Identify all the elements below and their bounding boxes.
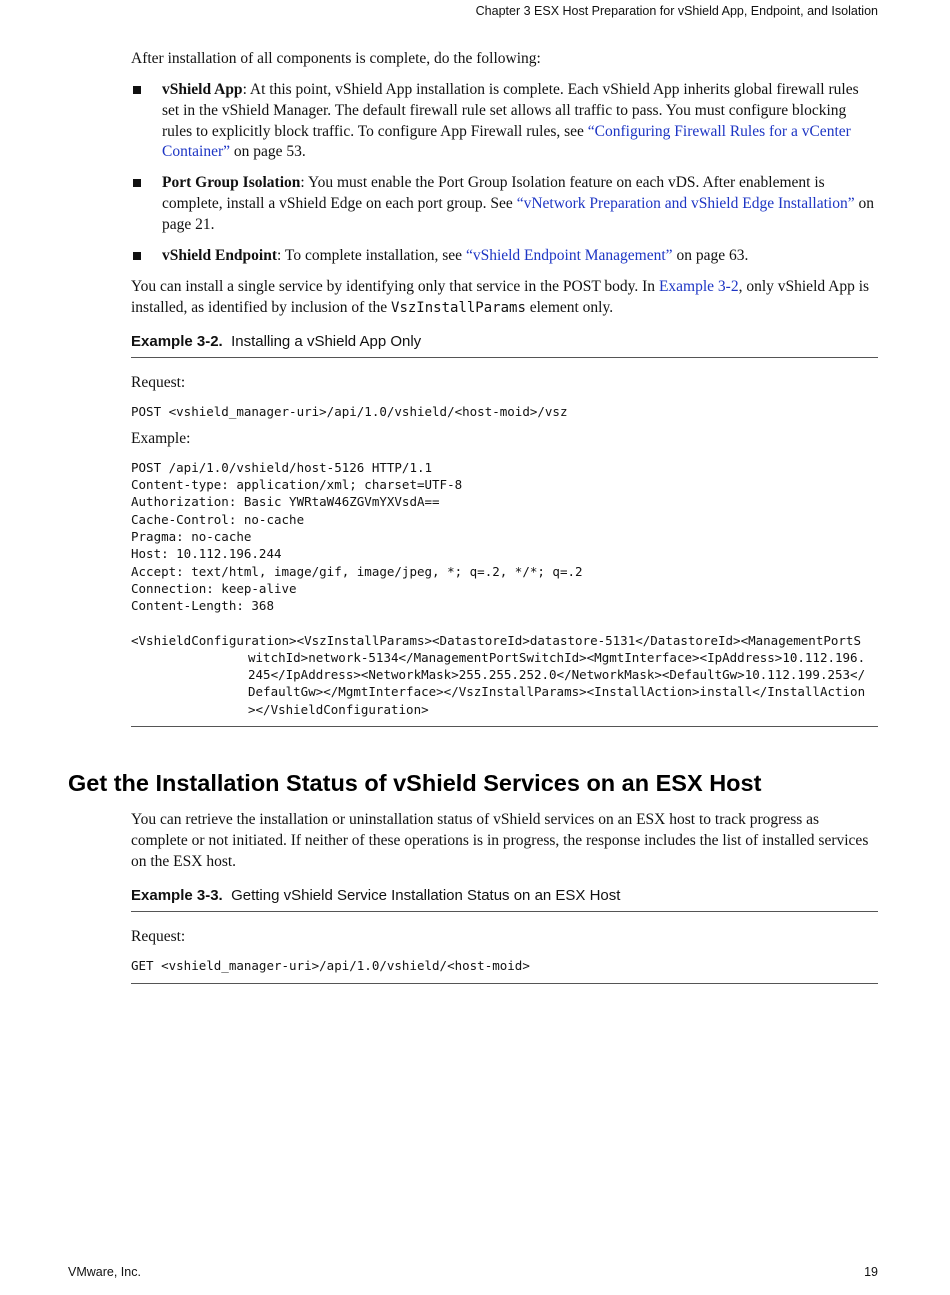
bullet-text: : To complete installation, see bbox=[277, 246, 466, 264]
example-3-3 bbox=[131, 887, 878, 984]
footer-company: VMware, Inc. bbox=[68, 1265, 141, 1279]
bullet-list-block bbox=[131, 80, 878, 266]
example-top-rule bbox=[131, 911, 878, 912]
bullet-term: vShield App bbox=[162, 81, 243, 98]
paragraph-text: You can install a single service by identifying only that service in the POST body. In bbox=[131, 278, 659, 295]
bullet-marker-icon bbox=[133, 179, 141, 187]
bullet-text: : You must enable the Port Group Isolation feature on each vDS. After enablement is complete, install a vShield Edge on each port group. See bbox=[162, 174, 825, 212]
xref-link-vshield-endpoint-management[interactable]: “vShield Endpoint Management” bbox=[465, 246, 673, 264]
example-title: Installing a vShield App Only bbox=[231, 333, 422, 350]
xref-link-example-3-2[interactable]: Example 3-2 bbox=[658, 278, 739, 295]
example-caption bbox=[131, 333, 878, 351]
section-paragraph: You can retrieve the installation or uninstallation status of vShield services on an ESX host to track progress as complete or not initiated. If neither of these operations is in progress, the response includes the list of installed services on the ESX host. bbox=[131, 811, 869, 870]
bullet-item-vshield-app bbox=[131, 80, 878, 163]
example-label: Example 3-2. bbox=[131, 333, 223, 350]
example-label-text: Example: bbox=[131, 430, 191, 448]
example-3-2 bbox=[131, 333, 878, 727]
example-body-first-line: <VshieldConfiguration><VszInstallParams><DatastoreId>datastore-5131</DatastoreId><ManagementPortS bbox=[131, 632, 861, 648]
xref-link-vnetwork-preparation[interactable]: “vNetwork Preparation and vShield Edge Installation” bbox=[516, 194, 855, 212]
bullet-item-vshield-endpoint bbox=[131, 246, 878, 267]
bullet-page-ref: on page 53. bbox=[230, 143, 306, 161]
running-head: Chapter 3 ESX Host Preparation for vShield App, Endpoint, and Isolation bbox=[475, 4, 878, 18]
paragraph-text: element only. bbox=[525, 298, 614, 316]
bullet-term: vShield Endpoint bbox=[162, 246, 278, 264]
intro-paragraph: After installation of all components is complete, do the following: bbox=[131, 50, 541, 67]
footer-page-number: 19 bbox=[864, 1265, 878, 1279]
bullet-list bbox=[131, 80, 878, 266]
request-label: Request: bbox=[131, 374, 186, 391]
paragraph-text: , only vShield App is installed, as identified by inclusion of the bbox=[131, 278, 870, 316]
bullet-marker-icon bbox=[133, 252, 141, 260]
example-caption bbox=[131, 887, 878, 905]
request-line: POST <vshield_manager-uri>/api/1.0/vshield/<host-moid>/vsz bbox=[131, 403, 568, 419]
xref-link-configuring-firewall-rules[interactable]: “Configuring Firewall Rules for a vCenter Container” bbox=[162, 122, 851, 161]
bullet-marker-icon bbox=[133, 86, 141, 94]
bullet-term: Port Group Isolation bbox=[162, 174, 301, 192]
example-headers: POST /api/1.0/vshield/host-5126 HTTP/1.1 Content-type: application/xml; charset=UTF-8 Authorization: Basic YWRtaW46ZGVmYXVsdA== Cache-Control: no-cache Pragma: no-cache Host: 10.112.196.244 Accept: text/html, image/gif, image/jpeg, *; q=.2, */*; q=.2 Connection: keep-alive Content-Length: 368 bbox=[131, 459, 583, 614]
inline-code-vszinstallparams: VszInstallParams bbox=[391, 299, 526, 316]
section-heading: Get the Installation Status of vShield Services on an ESX Host bbox=[68, 770, 762, 796]
example-title: Getting vShield Service Installation Status on an ESX Host bbox=[231, 887, 621, 904]
example-body-continued: witchId>network-5134</ManagementPortSwitchId><MgmtInterface><IpAddress>10.112.196. 245</IpAddress><NetworkMask>255.255.252.0</NetworkMask><DefaultGw>10.112.199.253</ DefaultGw></MgmtInterface></VszInstallParams><InstallAction>install</InstallAction ></VshieldConfiguration> bbox=[248, 649, 866, 717]
example-bottom-rule bbox=[131, 726, 878, 727]
single-service-paragraph bbox=[131, 277, 878, 319]
intro-block bbox=[131, 49, 878, 70]
bullet-page-ref: on page 63. bbox=[672, 246, 749, 264]
bullet-text: : At this point, vShield App installation is complete. Each vShield App inherits global firewall rules set in the vShield Manager. The default firewall rule set allows all traffic to pass. You must configure blocking rules to explicitly block traffic. To configure App Firewall rules, see bbox=[162, 81, 859, 140]
example-bottom-rule bbox=[131, 983, 878, 984]
request-label: Request: bbox=[131, 928, 186, 945]
bullet-item-port-group-isolation bbox=[131, 173, 878, 235]
single-service-block bbox=[131, 277, 878, 319]
request-line: GET <vshield_manager-uri>/api/1.0/vshield/<host-moid> bbox=[131, 957, 530, 973]
section-intro-block bbox=[131, 810, 878, 872]
example-label: Example 3-3. bbox=[131, 887, 223, 904]
bullet-page-ref: on page 21. bbox=[162, 194, 874, 233]
example-top-rule bbox=[131, 357, 878, 358]
